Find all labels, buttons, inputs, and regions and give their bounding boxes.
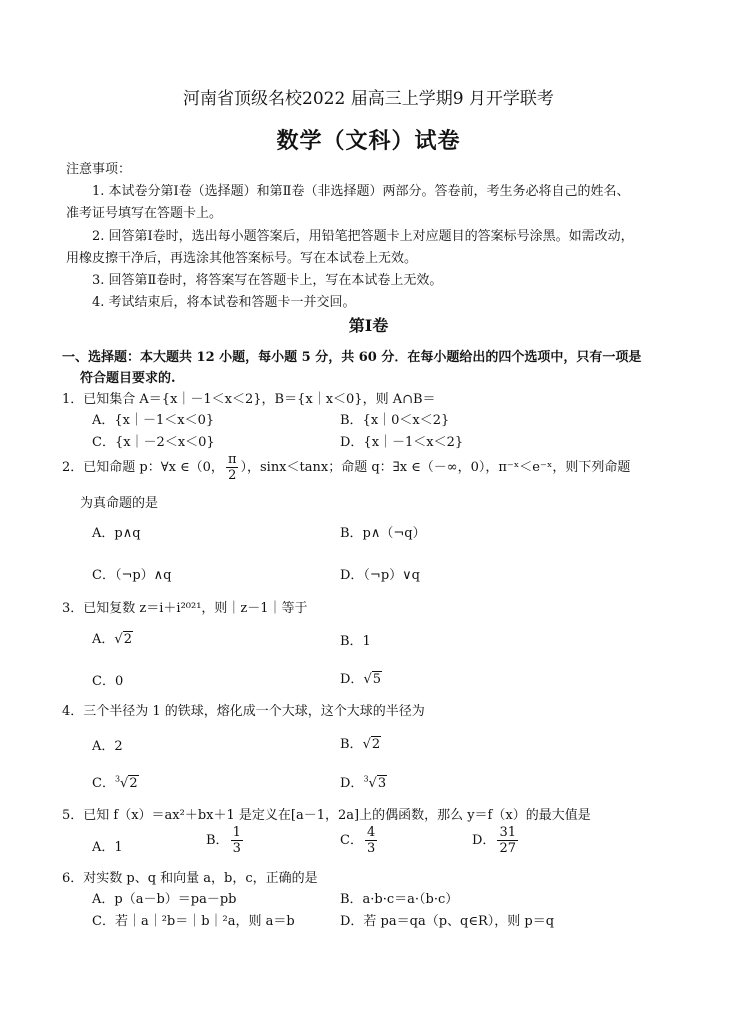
q3-option-c: C．0 — [92, 674, 124, 689]
notes-heading: 注意事项： — [66, 162, 132, 177]
q3-option-a-label: A． — [92, 632, 115, 647]
q6-option-c: C．若｜a｜²b＝｜b｜²a，则 a＝b — [92, 914, 295, 929]
q2-option-c: C．（¬p）∧q — [92, 568, 172, 583]
q3-option-a-radicand: 2 — [123, 632, 132, 647]
q4-option-d-sqrt: √3 — [368, 776, 387, 791]
q4-option-c-label: C． — [92, 776, 115, 791]
q3-option-a — [92, 628, 133, 647]
q5-option-d — [472, 825, 520, 856]
q3-option-d-label: D． — [340, 672, 364, 687]
exam-subtitle: 数学（文科）试卷 — [276, 128, 461, 154]
q6-stem: 6．对实数 p、q 和向量 a，b，c，正确的是 — [62, 871, 318, 886]
notes-line-6: 4. 考试结束后，将本试卷和答题卡一并交回。 — [92, 295, 356, 310]
q2-option-d: D．（¬p）∨q — [340, 568, 420, 583]
q5-option-d-numerator: 31 — [499, 825, 516, 840]
q4-option-a: A．2 — [92, 739, 123, 754]
q4-option-c-root-index: 3 — [114, 774, 121, 784]
q3-option-d-sqrt: √5 — [363, 672, 382, 687]
q5-option-c-fraction — [365, 825, 377, 856]
section-title: 第Ⅰ卷 — [348, 316, 389, 335]
notes-line-1: 1. 本试卷分第Ⅰ卷（选择题）和第Ⅱ卷（非选择题）两部分。答卷前，考生务必将自己的姓名、 — [92, 184, 630, 199]
q5-option-a: A．1 — [92, 840, 123, 855]
notes-line-3: 2. 回答第Ⅰ卷时，选出每小题答案后，用铅笔把答题卡上对应题目的答案标号涂黑。如需改动， — [92, 229, 634, 244]
q5-option-c-denominator: 3 — [366, 841, 376, 856]
section-instruction-2: 符合题目要求的. — [80, 371, 176, 386]
q5-stem: 5．已知 f（x）＝ax²＋bx＋1 是定义在[a－1，2a]上的偶函数，那么 y＝f（x）的最大值是 — [62, 808, 591, 823]
q1-option-a: A．{x｜－1＜x＜0} — [92, 413, 215, 428]
q4-option-c-radicand: 2 — [129, 776, 138, 791]
q5-option-b-label: B． — [206, 833, 229, 848]
q2-stem-part-b: ），sinx＜tanx；命题 q：∃x ∈（－∞，0），π⁻ˣ＜e⁻ˣ，则下列命题 — [240, 460, 631, 475]
q4-option-d-radicand: 3 — [377, 776, 387, 791]
q2-frac-denominator: 2 — [228, 468, 237, 483]
q2-stem-part-a: 2．已知命题 p：∀x ∈（0， — [62, 460, 224, 475]
q4-option-d — [340, 772, 387, 791]
q3-stem: 3．已知复数 z＝i＋i²⁰²¹，则｜z－1｜等于 — [62, 601, 308, 616]
q5-option-b-denominator: 3 — [232, 841, 241, 856]
q6-option-a: A．p（a－b）＝pa－pb — [92, 892, 237, 907]
q1-option-c: C．{x｜－2＜x＜0} — [92, 435, 215, 450]
q5-option-d-label: D． — [472, 833, 496, 848]
q4-option-b-label: B． — [340, 737, 363, 752]
q5-option-b-numerator: 1 — [232, 825, 241, 840]
q2-stem — [62, 452, 630, 483]
q5-option-c — [340, 825, 379, 856]
q5-option-b — [206, 825, 245, 856]
q2-option-a: A．p∧q — [92, 526, 141, 541]
q4-option-c — [92, 772, 139, 791]
q4-option-b-radicand: 2 — [371, 737, 381, 752]
q5-option-d-fraction — [497, 825, 518, 856]
q4-option-d-root-index: 3 — [363, 774, 369, 784]
q5-option-c-label: C． — [340, 833, 363, 848]
q4-stem: 4．三个半径为 1 的铁球，熔化成一个大球，这个大球的半径为 — [62, 704, 425, 719]
q5-option-d-denominator: 27 — [499, 841, 516, 856]
q3-option-a-sqrt: √2 — [114, 632, 132, 647]
q1-option-d: D．{x｜－1＜x＜2} — [340, 435, 464, 450]
q1-option-b: B．{x｜0＜x＜2} — [340, 413, 450, 428]
q3-option-d-radicand: 5 — [372, 672, 382, 687]
notes-line-4: 用橡皮擦干净后，再选涂其他答案标号。写在本试卷上无效。 — [66, 251, 418, 266]
q2-option-b: B．p∧（¬q） — [340, 526, 426, 541]
q2-stem-part-c: 为真命题的是 — [80, 496, 159, 511]
q4-option-b-sqrt: √2 — [362, 737, 381, 752]
q5-option-c-numerator: 4 — [366, 825, 376, 840]
q2-pi-over-2 — [226, 452, 239, 483]
q1-stem: 1．已知集合 A＝{x｜－1＜x＜2}，B＝{x｜x＜0}，则 A∩B＝ — [62, 392, 436, 407]
q2-frac-numerator: π — [227, 452, 237, 467]
exam-title: 河南省顶级名校2022 届高三上学期9 月开学联考 — [183, 89, 554, 109]
q4-option-d-label: D． — [340, 776, 364, 791]
notes-line-5: 3. 回答第Ⅱ卷时，将答案写在答题卡上，写在本试卷上无效。 — [92, 273, 443, 288]
q4-option-c-sqrt: √2 — [120, 776, 138, 791]
q3-option-b: B．1 — [340, 634, 371, 649]
q5-option-b-fraction — [231, 825, 243, 856]
notes-line-2: 准考证号填写在答题卡上。 — [66, 206, 223, 221]
q6-option-b: B．a·b·c＝a·（b·c） — [340, 892, 459, 907]
q3-option-d — [340, 668, 382, 687]
q4-option-b — [340, 733, 381, 752]
section-instruction-1: 一、选择题：本大题共 12 小题，每小题 5 分，共 60 分．在每小题给出的四个选项中，只有一项是 — [62, 350, 642, 365]
q6-option-d: D．若 pa＝qa（p、q∈R），则 p＝q — [340, 914, 555, 929]
